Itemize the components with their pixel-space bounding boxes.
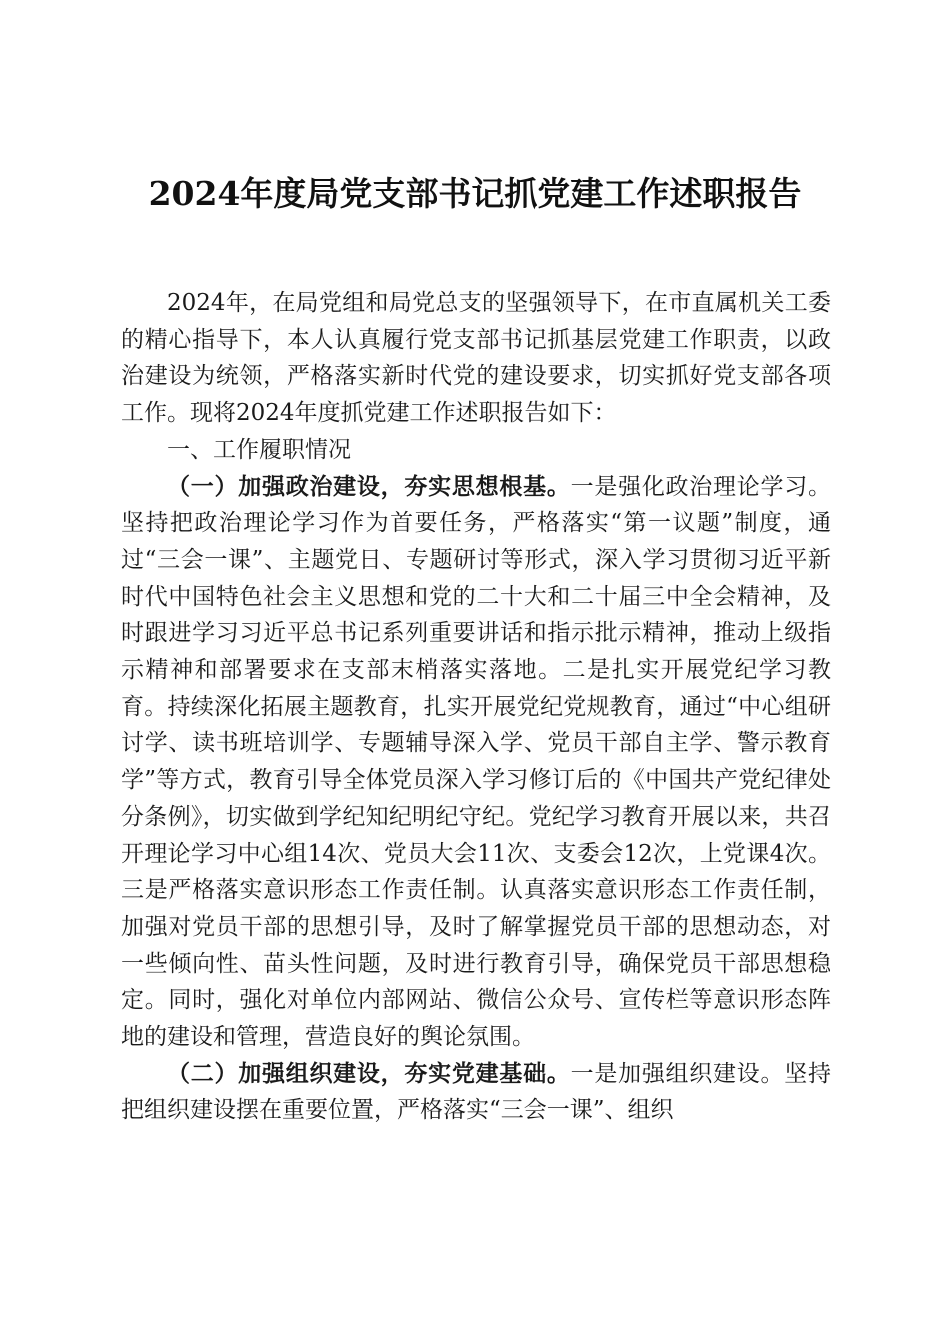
section-heading-1: 一、工作履职情况: [167, 436, 351, 463]
paragraph-1-body: 一是强化政治理论学习。坚持把政治理论学习作为首要任务，严格落实“第一议题”制度，通过“三会一课”、主题党日、专题研讨等形式，深入学习贯彻习近平新时代中国特色社会主义思想和党的二十大和二十届三中全会精神，及时跟进学习习近平总书记系列重要讲话和指示批示精神，推动上级指示精神和部署要求在支部末梢落实落地。二是扎实开展党纪学习教育。持续深化拓展主题教育，扎实开展党纪党规教育，通过“中心组研讨学、读书班培训学、专题辅导深入学、党员干部自主学、警示教育学”等方式，教育引导全体党员深入学习修订后的《中国共产党纪律处分条例》，切实做到学纪知纪明纪守纪。党纪学习教育开展以来，共召开理论学习中心组14次、党员大会11次、支委会12次，上党课4次。三是严格落实意识形态工作责任制。认真落实意识形态工作责任制，加强对党员干部的思想引导，及时了解掌握党员干部的思想动态，对一些倾向性、苗头性问题，及时进行教育引导，确保党员干部思想稳定。同时，强化对单位内部网站、微信公众号、宣传栏等意识形态阵地的建设和管理，营造良好的舆论氛围。: [121, 473, 832, 1051]
paragraph-2-body: 一是加强组织建设。坚持把组织建设摆在重要位置，严格落实“三会一课”、组织: [121, 1060, 832, 1124]
document-title: 2024年度局党支部书记抓党建工作述职报告: [148, 174, 802, 213]
paragraph-1-heading: （一）加强政治建设，夯实思想根基。: [167, 472, 571, 500]
paragraph-2: [121, 1056, 831, 1129]
paragraph-2-heading: （二）加强组织建设，夯实党建基础。: [167, 1059, 571, 1087]
paragraph-1: [121, 469, 831, 1056]
intro-paragraph: 2024年，在局党组和局党总支的坚强领导下，在市直属机关工委的精心指导下，本人认真履行党支部书记抓基层党建工作职责，以政治建设为统领，严格落实新时代党的建设要求，切实抓好党支部各项工作。现将2024年度抓党建工作述职报告如下：: [121, 290, 831, 427]
document-body: [121, 285, 831, 1129]
